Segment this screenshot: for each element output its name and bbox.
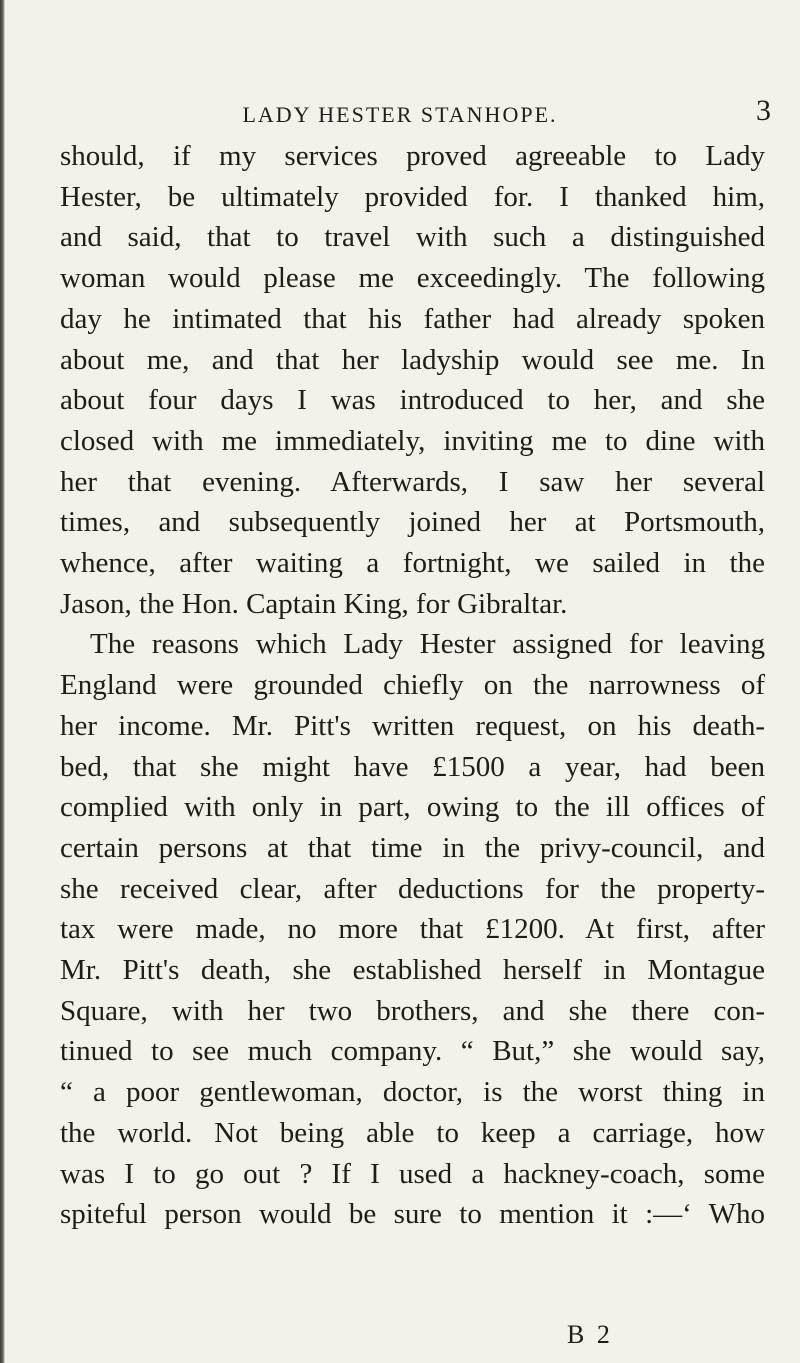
text-line: certain persons at that time in the privy-council, and [60, 831, 765, 864]
text-line: and said, that to travel with such a distinguished [60, 221, 765, 254]
text-line: tinued to see much company. “ But,” she would say, [60, 1035, 765, 1068]
text-line: her that evening. Afterwards, I saw her several [60, 465, 765, 498]
text-line: complied with only in part, owing to the ill offices of [60, 791, 765, 824]
text-line: the world. Not being able to keep a carriage, how [60, 1116, 765, 1149]
text-line: Hester, be ultimately provided for. I thanked him, [60, 180, 765, 213]
text-line: she received clear, after deductions for the property- [60, 872, 765, 905]
text-line: was I to go out ? If I used a hackney-coach, some [60, 1157, 765, 1190]
text-line: woman would please me exceedingly. The following [60, 262, 765, 295]
text-line: about four days I was introduced to her, and she [60, 384, 765, 417]
text-line: day he intimated that his father had already spoken [60, 302, 765, 335]
running-title: LADY HESTER STANHOPE. [242, 102, 558, 127]
text-line: Square, with her two brothers, and she there con- [60, 994, 765, 1027]
signature-mark: B 2 [567, 1320, 613, 1349]
text-line: closed with me immediately, inviting me to dine with [60, 424, 765, 457]
text-line: about me, and that her ladyship would see me. In [60, 343, 765, 376]
text-line: Mr. Pitt's death, she established herself in Montague [60, 954, 765, 987]
text-line: bed, that she might have £1500 a year, had been [60, 750, 765, 783]
page-number: 3 [756, 94, 771, 127]
text-line: spiteful person would be sure to mention it :—‘ Who [60, 1198, 765, 1231]
paragraph-end-line: Jason, the Hon. Captain King, for Gibraltar. [60, 587, 568, 620]
text-line: whence, after waiting a fortnight, we sailed in the [60, 547, 765, 580]
paragraph-first-line: The reasons which Lady Hester assigned for leaving [90, 628, 765, 661]
text-line: should, if my services proved agreeable to Lady [60, 140, 765, 172]
text-line: “ a poor gentlewoman, doctor, is the worst thing in [60, 1076, 765, 1109]
page-edge-shadow [0, 0, 5, 1363]
text-line: tax were made, no more that £1200. At first, after [60, 913, 765, 946]
text-line: her income. Mr. Pitt's written request, on his death- [60, 709, 765, 742]
text-line: England were grounded chiefly on the narrowness of [60, 669, 765, 702]
text-line: times, and subsequently joined her at Portsmouth, [60, 506, 765, 539]
body-text [60, 136, 765, 1235]
